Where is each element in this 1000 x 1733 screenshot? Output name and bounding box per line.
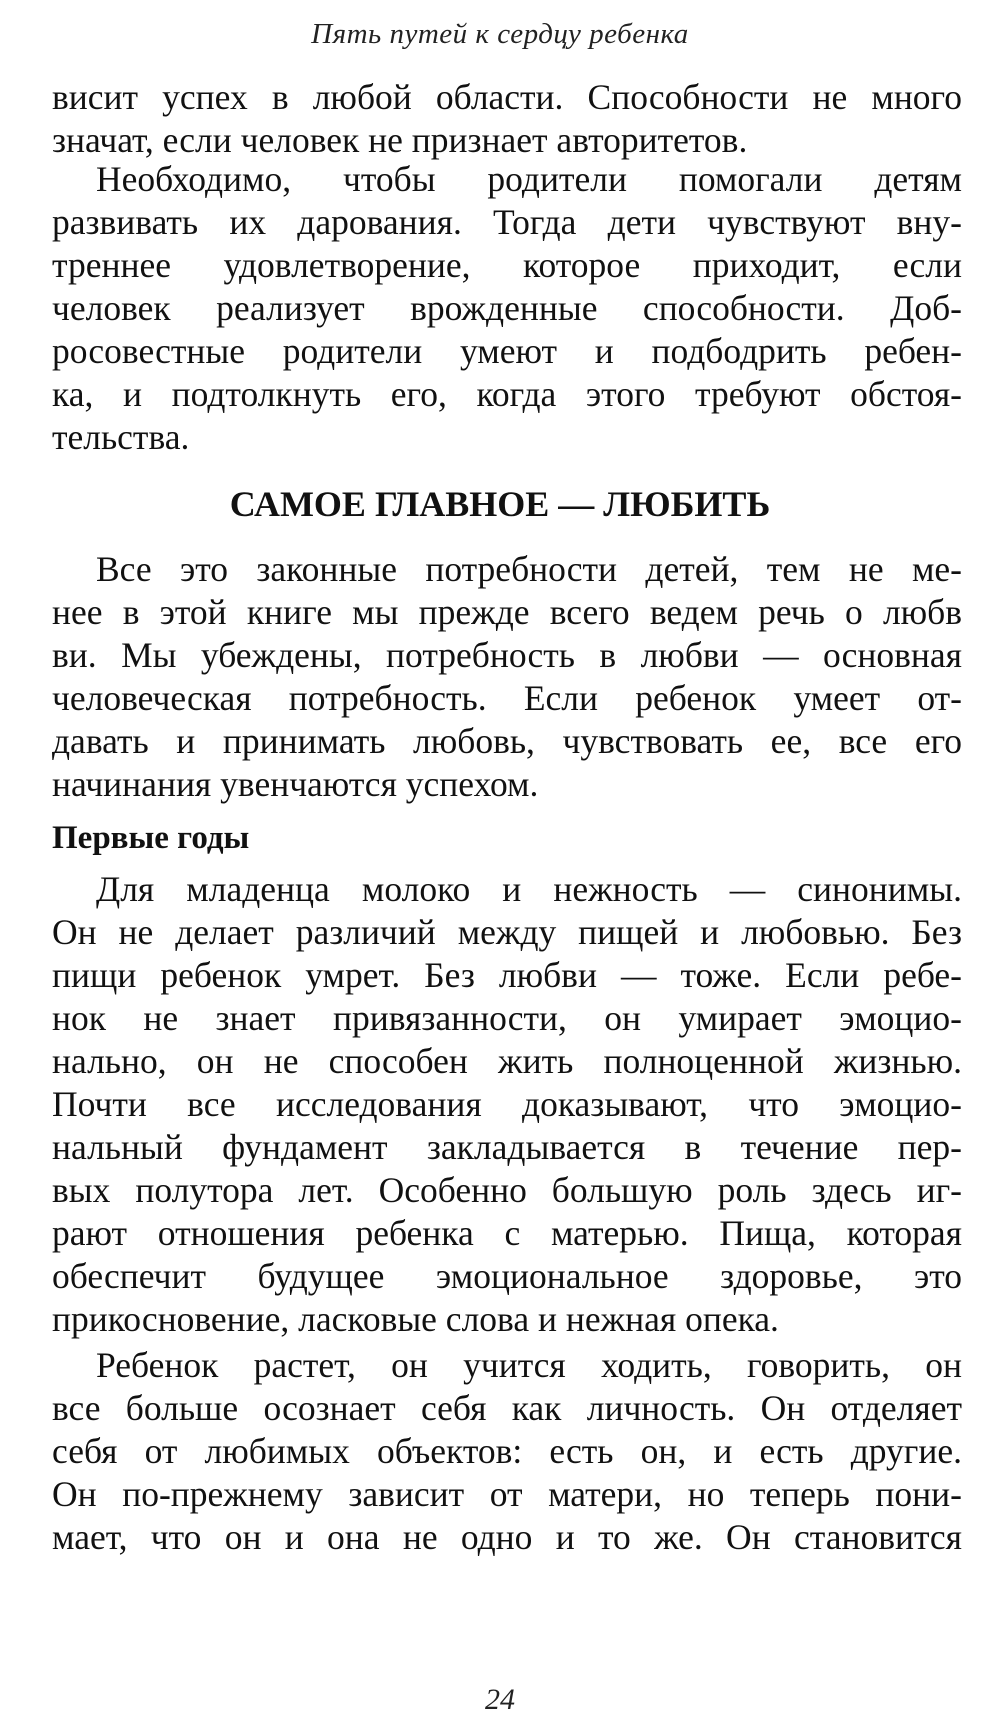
text-line: ви. Мы убеждены, потребность в любви — основная: [52, 635, 962, 675]
text-line: нок не знает привязанности, он умирает эмоцио-: [52, 998, 962, 1038]
text-line: обеспечит будущее эмоциональное здоровье, это: [52, 1256, 962, 1296]
text-line: Необходимо, чтобы родители помогали детям: [96, 159, 962, 199]
text-line: мает, что он и она не одно и то же. Он становится: [52, 1517, 962, 1557]
text-line: тельства.: [52, 417, 190, 457]
text-line: росовестные родители умеют и подбодрить ребен-: [52, 331, 962, 371]
intro-paragraph-2: [52, 158, 962, 459]
text-line: пищи ребенок умрет. Без любви — тоже. Если ребе-: [52, 955, 962, 995]
text-line: себя от любимых объектов: есть он, и есть другие.: [52, 1431, 962, 1471]
text-line: человек реализует врожденные способности. Доб-: [52, 288, 962, 328]
text-line: Все это законные потребности детей, тем не ме-: [96, 549, 962, 589]
text-line: вых полутора лет. Особенно большую роль здесь иг-: [52, 1170, 962, 1210]
section-paragraph-1: [52, 548, 962, 806]
intro-paragraph-1: [52, 76, 962, 162]
text-line: все больше осознает себя как личность. Он отделяет: [52, 1388, 962, 1428]
subsection-heading: Первые годы: [52, 820, 250, 856]
text-line: человеческая потребность. Если ребенок умеет от-: [52, 678, 962, 718]
text-line: рают отношения ребенка с матерью. Пища, которая: [52, 1213, 962, 1253]
text-line: треннее удовлетворение, которое приходит, если: [52, 245, 962, 285]
text-line: нальный фундамент закладывается в течение пер-: [52, 1127, 962, 1167]
text-line: Для младенца молоко и нежность — синонимы.: [96, 869, 962, 909]
text-line: значат, если человек не признает авторитетов.: [52, 120, 748, 160]
text-line: Ребенок растет, он учится ходить, говорить, он: [96, 1345, 962, 1385]
text-line: давать и принимать любовь, чувствовать ее, все его: [52, 721, 962, 761]
text-line: нально, он не способен жить полноценной жизнью.: [52, 1041, 962, 1081]
text-line: прикосновение, ласковые слова и нежная опека.: [52, 1299, 779, 1339]
section-heading: САМОЕ ГЛАВНОЕ — ЛЮБИТЬ: [229, 484, 771, 524]
text-line: Он по-прежнему зависит от матери, но теперь пони-: [52, 1474, 962, 1514]
text-line: начинания увенчаются успехом.: [52, 764, 539, 804]
text-line: ка, и подтолкнуть его, когда этого требуют обстоя-: [52, 374, 962, 414]
text-line: висит успех в любой области. Способности не много: [52, 77, 962, 117]
text-line: Он не делает различий между пищей и любовью. Без: [52, 912, 962, 952]
text-line: Почти все исследования доказывают, что эмоцио-: [52, 1084, 962, 1124]
subsection-paragraph-2: [52, 1344, 962, 1559]
running-title: Пять путей к сердцу ребенка: [311, 18, 689, 50]
text-line: нее в этой книге мы прежде всего ведем речь о любв: [52, 592, 962, 632]
text-line: развивать их дарования. Тогда дети чувствуют вну-: [52, 202, 962, 242]
page-number: 24: [485, 1683, 515, 1716]
subsection-paragraph-1: [52, 868, 962, 1341]
